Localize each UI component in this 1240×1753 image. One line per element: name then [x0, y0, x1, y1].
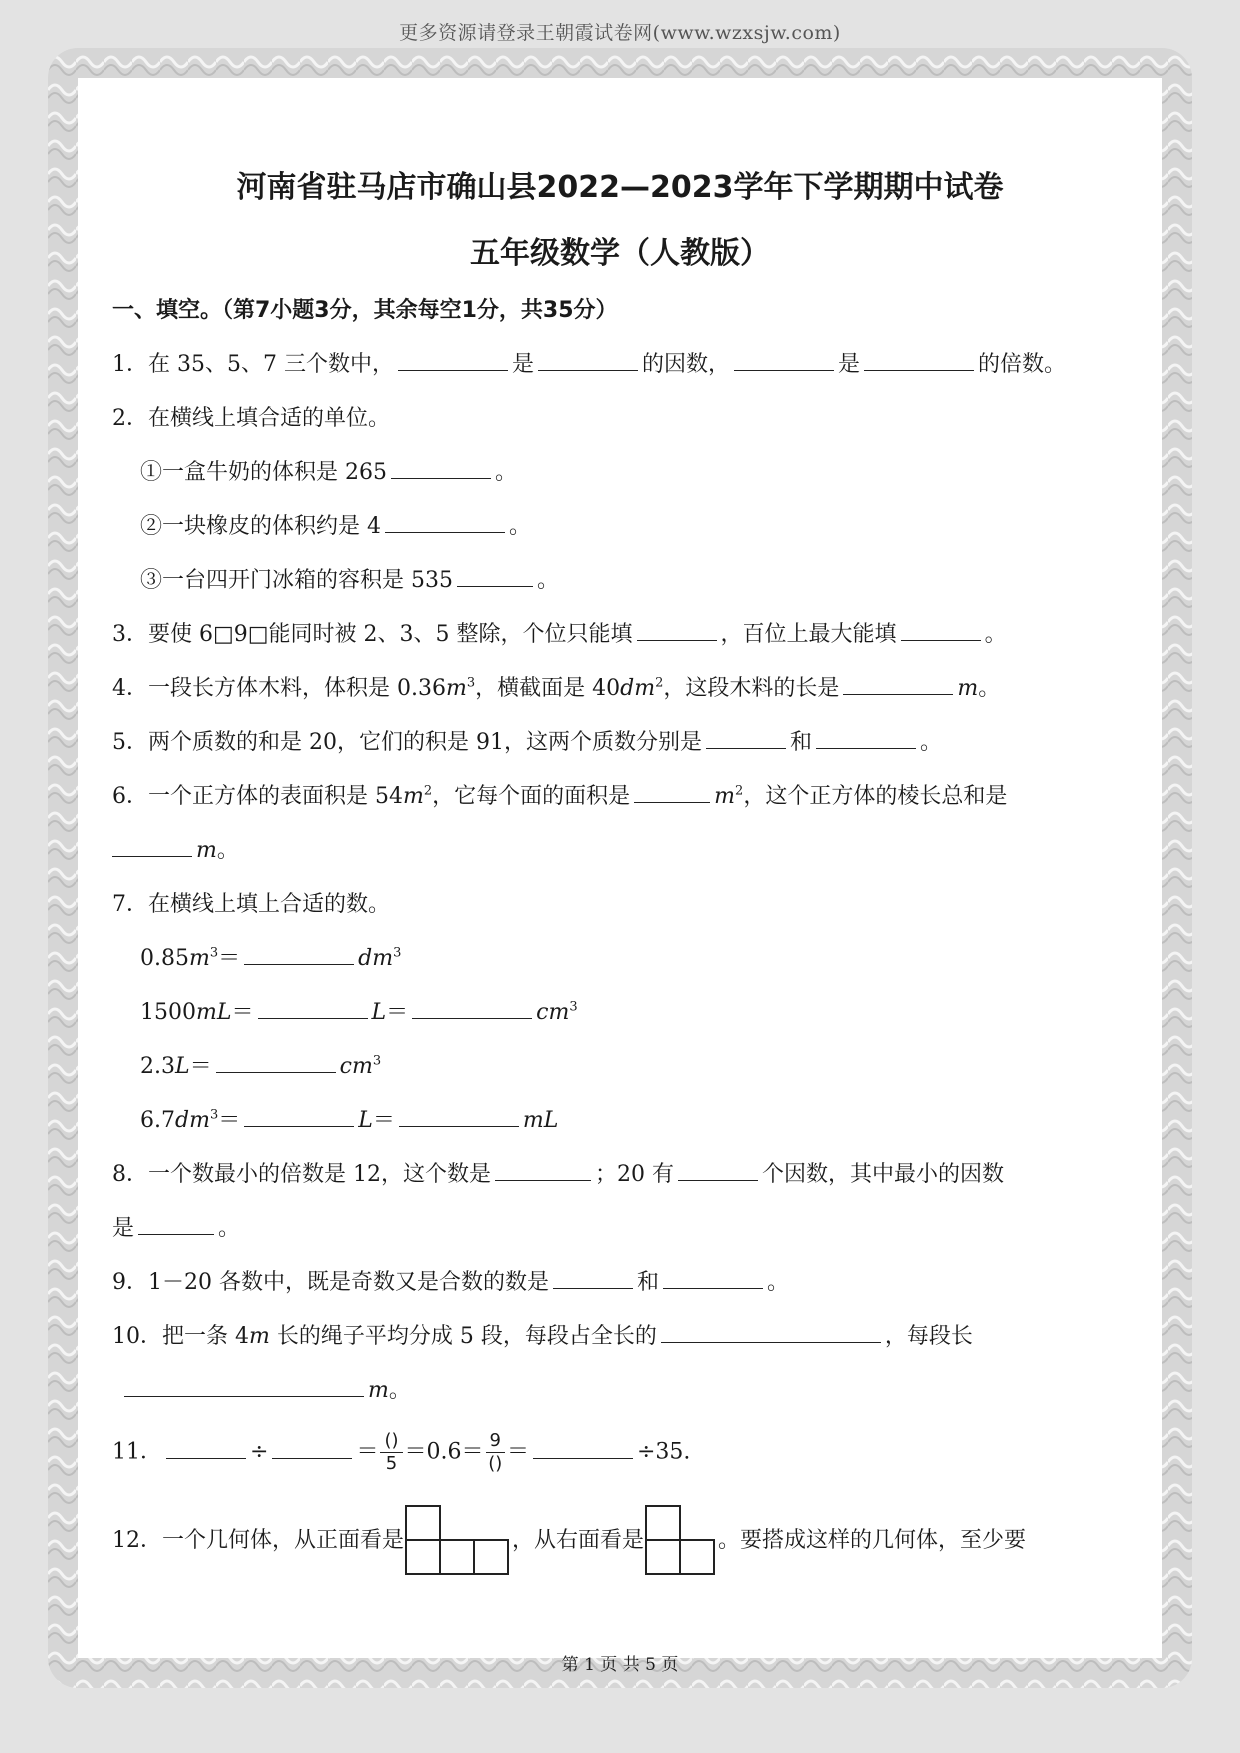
right-view-figure — [644, 1504, 718, 1578]
blank[interactable] — [112, 836, 192, 857]
blank[interactable] — [399, 1106, 519, 1127]
exam-title: 河南省驻马店市确山县2022—2023学年下学期期中试卷 — [236, 170, 1004, 205]
exam-subtitle: 五年级数学（人教版） — [470, 236, 770, 271]
blank[interactable] — [457, 566, 533, 587]
question-7-row2: $1500mL= L= cm^3$ — [140, 999, 578, 1025]
question-2-sub3: ③一台四开门冰箱的容积是 535 。 — [140, 568, 560, 593]
front-view-figure — [404, 1504, 512, 1578]
question-7-row3: $2.3L= cm^3$ — [140, 1053, 382, 1079]
question-3: 3．要使 6□9□能同时被 2、3、5 整除，个位只能填 ，百位上最大能填 。 — [112, 622, 1007, 647]
question-2-sub1: ①一盒牛奶的体积是 265 。 — [140, 460, 518, 485]
question-1: 1．在 35、5、7 三个数中， 是 的因数， 是 的倍数。 — [112, 352, 1067, 377]
blank[interactable] — [385, 512, 505, 533]
blank[interactable] — [533, 1438, 633, 1459]
blank[interactable] — [864, 350, 974, 371]
blank[interactable] — [166, 1438, 246, 1459]
question-12: 12．一个几何体，从正面看是 ，从右面看是 。要搭成这样的几何体，至少要 — [112, 1504, 1026, 1578]
blank[interactable] — [272, 1438, 352, 1459]
question-7-row1: $0.85m^3= dm^3$ — [140, 945, 402, 971]
blank[interactable] — [637, 620, 717, 641]
watermark: 更多资源请登录王朝霞试卷网(www.wzxsjw.com) — [399, 22, 841, 44]
question-6: 6．一个正方体的表面积是 $54m^2$，它每个面的面积是 $m^2$，这个正方体的棱长总和是 — [112, 783, 1008, 809]
question-4: 4．一段长方体木料，体积是 $0.36m^3$，横截面是 $40dm^2$，这段木料的长是 m。 — [112, 675, 1001, 701]
blank[interactable] — [398, 350, 508, 371]
section-heading: 一、填空。（第7小题3分，其余每空1分，共35分） — [112, 298, 618, 323]
question-9: 9．1－20 各数中，既是奇数又是合数的数是 和 。 — [112, 1270, 790, 1295]
blank[interactable] — [258, 998, 368, 1019]
question-5: 5．两个质数的和是 20，它们的积是 91，这两个质数分别是 和 。 — [112, 730, 943, 755]
blank[interactable] — [495, 1160, 591, 1181]
question-8-cont: 是 。 — [112, 1216, 241, 1241]
blank[interactable] — [124, 1376, 364, 1397]
fraction-1: $\frac{()}{5}$ — [380, 1430, 402, 1475]
question-6-cont: m。 — [112, 833, 239, 864]
blank[interactable] — [216, 1052, 336, 1073]
blank[interactable] — [634, 782, 710, 803]
blank[interactable] — [901, 620, 981, 641]
blank[interactable] — [816, 728, 916, 749]
question-7-row4: $6.7dm^3= L=$ mL — [140, 1107, 559, 1133]
question-2: 2．在横线上填合适的单位。 — [112, 406, 390, 431]
blank[interactable] — [412, 998, 532, 1019]
page-footer: 第 1 页 共 5 页 — [561, 1655, 679, 1675]
blank[interactable] — [244, 1106, 354, 1127]
blank[interactable] — [843, 674, 953, 695]
blank[interactable] — [663, 1268, 763, 1289]
question-2-sub2: ②一块橡皮的体积约是 4 。 — [140, 514, 532, 539]
blank[interactable] — [538, 350, 638, 371]
blank[interactable] — [391, 458, 491, 479]
blank[interactable] — [678, 1160, 758, 1181]
blank[interactable] — [734, 350, 834, 371]
blank[interactable] — [706, 728, 786, 749]
blank[interactable] — [138, 1214, 214, 1235]
blank[interactable] — [661, 1322, 881, 1343]
question-11: 11． ÷ ＝ $\frac{()}{5}=0.6=$ $\frac{9}{()}= \div 35$. — [112, 1430, 691, 1474]
blank[interactable] — [553, 1268, 633, 1289]
question-7: 7．在横线上填上合适的数。 — [112, 892, 390, 917]
blank[interactable] — [244, 944, 354, 965]
fraction-2: $\frac{9}{()}$ — [486, 1430, 505, 1475]
question-10: 10．把一条 4m 长的绳子平均分成 5 段，每段占全长的 ，每段长 — [112, 1324, 973, 1349]
question-8: 8．一个数最小的倍数是 12，这个数是 ；20 有 个因数，其中最小的因数 — [112, 1162, 1005, 1187]
question-10-cont: m。 — [112, 1373, 411, 1404]
